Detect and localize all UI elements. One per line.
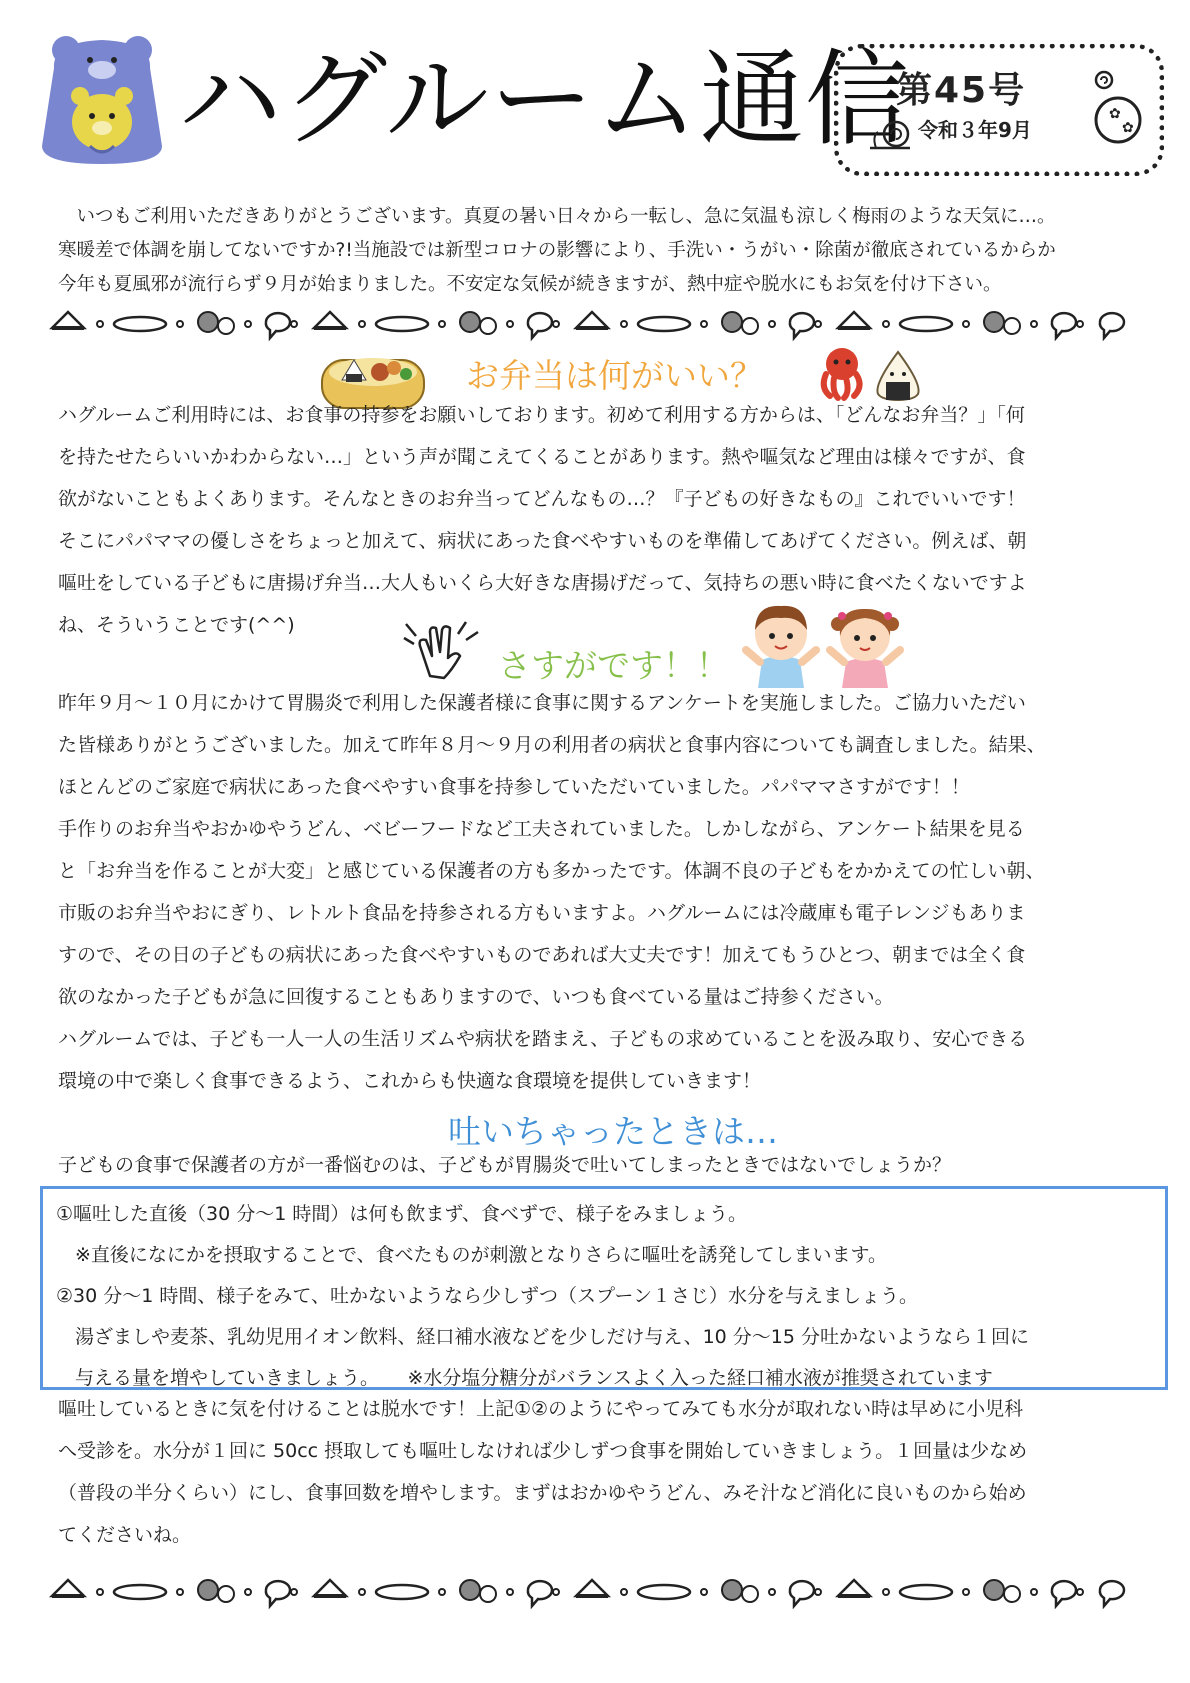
- section-after-vomit: 嘔吐しているときに気を付けることは脱水です！上記①②のようにやってみても水分が取れない時は早めに小児科 へ受診を。水分が１回に 50cc 摂取しても嘔吐しなければ少しずつ食事を開始していきましょう。１回量は少なめ （普段の半分くらい）にし、食事回数を増やします。まずはおかゆやうどん、みそ汁など消化に良いものから始め てくださいね。: [58, 1398, 1028, 1546]
- section-body-bento: ハグルームご利用時には、お食事の持参をお願いしております。初めて利用する方からは、「どんなお弁当？」「何 を持たせたらいいかわからない…」という声が聞こえてくることがあります。熱や嘔気など理由は様々ですが、食 欲がないこともよくあります。そんなときのお弁当ってどんなもの…？『子どもの好きなもの』これでいいです！ そこにパパママの優しさをちょっと加えて、病状にあった食べやすいものを準備してあげてください。例えば、朝 嘔吐をしている子どもに唐揚げ弁当…大人もいくら大好きな唐揚げだって、気持ちの悪い時に食べたくないですよ ね、そういうことです(^^): [58, 404, 1027, 636]
- svg-text:✿: ✿: [1122, 120, 1134, 136]
- border-ornament-icon: [48, 1570, 1154, 1616]
- girl-icon: [826, 600, 904, 688]
- svg-text:✿: ✿: [1109, 106, 1121, 122]
- section-heading-vomit: 吐いちゃったときは…: [448, 1112, 778, 1151]
- intro-text: いつもご利用いただきありがとうございます。真夏の暑い日々から一転し、急に気温も涼しく梅雨のような天気に…。 寒暖差で体調を崩してないですか?!当施設では新型コロナの影響により、手洗い・うがい・除菌が徹底されているからか 今年も夏風邪が流行らず９月が始まりました。不安定な気候が続きますが、熱中症や脱水にもお気を付け下さい。: [58, 206, 1056, 295]
- snail-icon: [868, 118, 914, 152]
- flower-icon: [1084, 70, 1152, 150]
- bear-mascot-icon: [32, 28, 172, 168]
- issue-date: 令和３年9月: [918, 118, 1032, 142]
- section-heading-sasuga: さすがです！！: [498, 646, 729, 685]
- section-lead-vomit: 子どもの食事で保護者の方が一番悩むのは、子どもが胃腸炎で吐いてしまったときではないでしょうか？: [58, 1154, 952, 1176]
- clapping-hands-icon: [400, 618, 486, 684]
- section-body-sasuga: 昨年９月～１０月にかけて胃腸炎で利用した保護者様に食事に関するアンケートを実施しました。ご協力いただい た皆様ありがとうございました。加えて昨年８月～９月の利用者の病状と食事内容についても調査しました。結果、 ほとんどのご家庭で病状にあった食べやすい食事を持参していただいていました。パパママさすがです！！ 手作りのお弁当やおかゆやうどん、ベビーフードなど工夫されていました。しかしながら、アンケート結果を見る と「お弁当を作ることが大変」と感じている保護者の方も多かったです。体調不良の子どもをかかえての忙しい朝、 市販のお弁当やおにぎり、レトルト食品を持参される方もいますよ。ハグルームには冷蔵庫も電子レンジもありま すので、その日の子どもの病状にあった食べやすいものであれば大丈夫です！加えてもうひとつ、朝までは全く食 欲のなかった子どもが急に回復することもありますので、いつも食べている量はご持参ください。 ハグルームでは、子ども一人一人の生活リズムや病状を踏まえ、子どもの求めていることを汲み取り、安心できる 環境の中で楽しく食事できるよう、これからも快適な食環境を提供していきます！: [58, 692, 1046, 1092]
- boy-icon: [742, 596, 820, 688]
- page-title: ハグルーム通信: [178, 38, 910, 160]
- advice-box-text: ①嘔吐した直後（30 分～1 時間）は何も飲まず、食べずで、様子をみましょう。 ※直後になにかを摂取することで、食べたものが刺激となりさらに嘔吐を誘発してしまいます。 ②30 分～1 時間、様子をみて、吐かないようなら少しずつ（スプーン１さじ）水分を与えましょう。 湯ざましや麦茶、乳幼児用イオン飲料、経口補水液などを少しだけ与え、10 分～15 分吐かないようなら１回に 与える量を増やしていきましょう。 ※水分塩分糖分がバランスよく入った経口補水液が推奨されています: [56, 1203, 1030, 1389]
- section-heading-bento: お弁当は何がいい？: [466, 356, 763, 395]
- issue-number: 第45号: [896, 70, 1027, 111]
- border-ornament-icon: [48, 302, 1154, 348]
